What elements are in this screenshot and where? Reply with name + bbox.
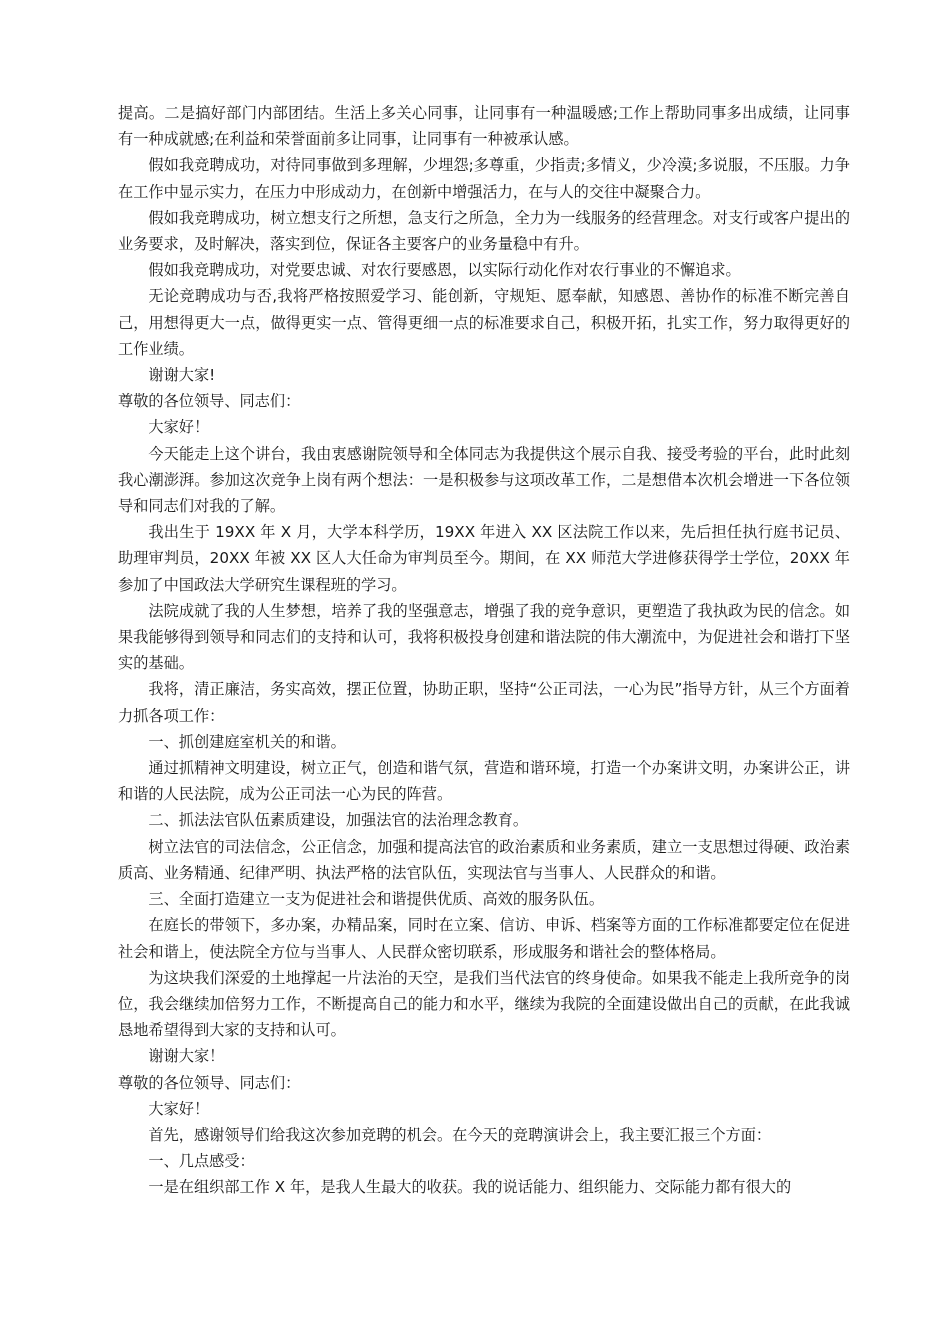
paragraph: 我出生于 19XX 年 X 月，大学本科学历，19XX 年进入 XX 区法院工作以来，先后担任执行庭书记员、助理审判员，20XX 年被 XX 区人大任命为审判员至今。期间，在 XX 师范大学进修获得学士学位，20XX 年参加了中国政法大学研究生课程班的学习。 <box>118 523 850 594</box>
paragraph: 假如我竞聘成功，对党要忠诚、对农行要感恩，以实际行动化作对农行事业的不懈追求。 <box>148 261 741 280</box>
paragraph: 无论竞聘成功与否,我将严格按照爱学习、能创新，守规矩、愿奉献，知感恩、善协作的标准不断完善自己，用想得更大一点，做得更实一点、管得更细一点的标准要求自己，积极开拓，扎实工作，努力取得更好的工作业绩。 <box>118 287 850 358</box>
paragraph: 提高。二是搞好部门内部团结。生活上多关心同事，让同事有一种温暖感;工作上帮助同事多出成绩，让同事有一种成就感;在利益和荣誉面前多让同事，让同事有一种被承认感。 <box>118 104 850 149</box>
section-heading: 二、抓法法官队伍素质建设，加强法官的法治理念教育。 <box>148 811 529 830</box>
paragraph: 在庭长的带领下，多办案，办精品案，同时在立案、信访、申诉、档案等方面的工作标准都要定位在促进社会和谐上，使法院全方位与当事人、人民群众密切联系，形成服务和谐社会的整体格局。 <box>118 916 850 961</box>
salutation: 尊敬的各位领导、同志们： <box>118 392 301 411</box>
paragraph: 今天能走上这个讲台，我由衷感谢院领导和全体同志为我提供这个展示自我、接受考验的平台，此时此刻我心潮澎湃。参加这次竞争上岗有两个想法：一是积极参与这项改革工作，二是想借本次机会增进一下各位领导和同志们对我的了解。 <box>118 444 850 516</box>
greeting: 大家好！ <box>148 1099 210 1118</box>
paragraph: 树立法官的司法信念，公正信念，加强和提高法官的政治素质和业务素质，建立一支思想过得硬、政治素质高、业务精通、纪律严明、执法严格的法官队伍，实现法官与当事人、人民群众的和谐。 <box>118 837 850 882</box>
document-body <box>118 100 850 1201</box>
paragraph: 我将，清正廉洁，务实高效，摆正位置，协助正职，坚持“公正司法，一心为民”指导方针，从三个方面着力抓各项工作： <box>118 680 850 725</box>
paragraph: 法院成就了我的人生梦想，培养了我的坚强意志，增强了我的竞争意识，更塑造了我执政为民的信念。如果我能够得到领导和同志们的支持和认可，我将积极投身创建和谐法院的伟大潮流中，为促进社会和谐打下坚实的基础。 <box>118 601 850 673</box>
paragraph: 一是在组织部工作 X 年，是我人生最大的收获。我的说话能力、组织能力、交际能力都有很大的 <box>148 1178 792 1197</box>
paragraph: 首先，感谢领导们给我这次参加竞聘的机会。在今天的竞聘演讲会上，我主要汇报三个方面： <box>148 1125 772 1144</box>
greeting: 大家好！ <box>148 418 210 437</box>
section-heading: 一、抓创建庭室机关的和谐。 <box>148 732 346 751</box>
paragraph: 假如我竞聘成功，对待同事做到多理解，少埋怨;多尊重，少指责;多情义，少冷漠;多说服，不压服。力争在工作中显示实力，在压力中形成动力，在创新中增强活力，在与人的交往中凝聚合力。 <box>118 156 850 201</box>
paragraph: 假如我竞聘成功，树立想支行之所想，急支行之所急，全力为一线服务的经营理念。对支行或客户提出的业务要求，及时解决，落实到位，保证各主要客户的业务量稳中有升。 <box>118 208 850 254</box>
section-heading: 一、几点感受： <box>148 1152 255 1171</box>
closing-thanks: 谢谢大家! <box>148 366 216 385</box>
closing-thanks: 谢谢大家！ <box>148 1047 225 1066</box>
salutation: 尊敬的各位领导、同志们： <box>118 1073 301 1092</box>
paragraph: 为这块我们深爱的土地撑起一片法治的天空，是我们当代法官的终身使命。如果我不能走上我所竞争的岗位，我会继续加倍努力工作，不断提高自己的能力和水平，继续为我院的全面建设做出自己的贡献，在此我诚恳地希望得到大家的支持和认可。 <box>118 968 850 1040</box>
paragraph: 通过抓精神文明建设，树立正气，创造和谐气氛，营造和谐环境，打造一个办案讲文明，办案讲公正，讲和谐的人民法院，成为公正司法一心为民的阵营。 <box>118 759 850 804</box>
section-heading: 三、全面打造建立一支为促进社会和谐提供优质、高效的服务队伍。 <box>148 890 605 909</box>
